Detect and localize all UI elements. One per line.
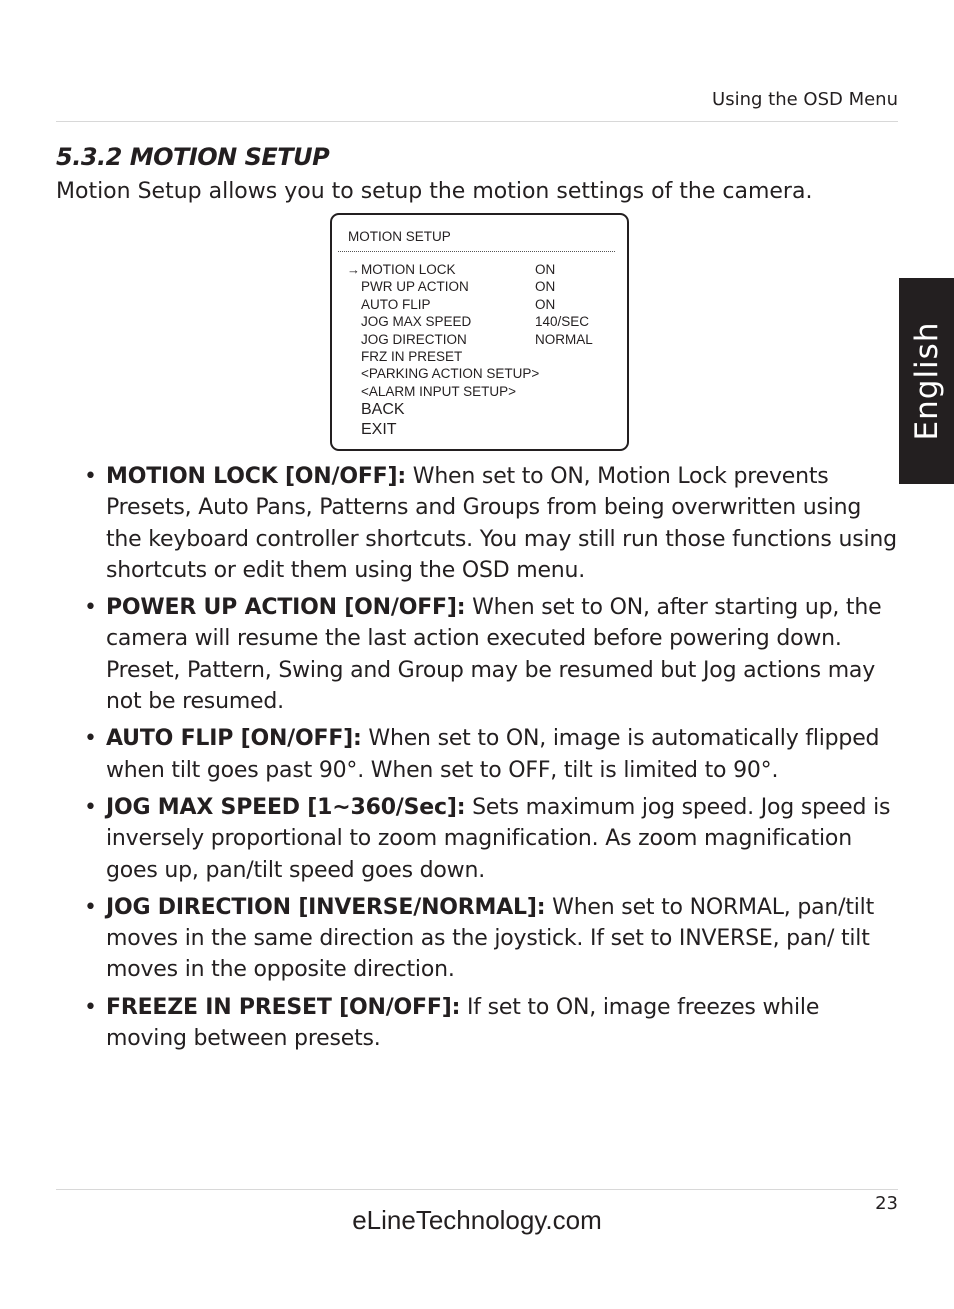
osd-row-back bbox=[332, 400, 627, 420]
osd-row-label: EXIT bbox=[361, 420, 397, 438]
osd-row-label: <ALARM INPUT SETUP> bbox=[361, 383, 517, 399]
setting-term: FREEZE IN PRESET [ON/OFF]: bbox=[106, 994, 461, 1020]
osd-row bbox=[332, 296, 627, 313]
osd-row-label: PWR UP ACTION bbox=[361, 279, 469, 295]
section-heading: 5.3.2 MOTION SETUP bbox=[56, 143, 330, 171]
osd-menu-separator bbox=[338, 251, 615, 252]
language-tab bbox=[899, 278, 954, 484]
osd-row-label: BACK bbox=[361, 401, 405, 419]
list-item bbox=[84, 592, 898, 717]
list-item bbox=[84, 992, 898, 1055]
setting-descriptions bbox=[84, 461, 898, 1060]
osd-menu-rows bbox=[332, 261, 627, 439]
bullet-icon: • bbox=[84, 595, 97, 621]
osd-row-label: FRZ IN PRESET bbox=[361, 348, 463, 364]
setting-term: AUTO FLIP [ON/OFF]: bbox=[106, 726, 362, 752]
osd-row bbox=[332, 383, 627, 400]
osd-row-label: <PARKING ACTION SETUP> bbox=[361, 366, 540, 382]
header-rule bbox=[56, 121, 898, 122]
bullet-icon: • bbox=[84, 994, 97, 1020]
setting-description: Sets maximum jog speed. Jog speed is inversely proportional to zoom magnification. As zoom magnification goes up, pan/tilt speed goes down. bbox=[106, 794, 891, 883]
osd-row-value: NORMAL bbox=[535, 331, 593, 347]
osd-row-value: ON bbox=[535, 262, 556, 277]
footer-website: eLineTechnology.com bbox=[352, 1205, 602, 1235]
osd-row-label: JOG DIRECTION bbox=[361, 331, 467, 347]
bullet-icon: • bbox=[84, 726, 97, 752]
osd-row-value: 140/SEC bbox=[535, 314, 590, 330]
osd-row bbox=[332, 348, 627, 365]
arrow-right-icon: → bbox=[347, 262, 360, 277]
setting-description: If set to ON, image freezes while moving between presets. bbox=[106, 994, 820, 1052]
footer-rule bbox=[56, 1189, 898, 1190]
osd-row bbox=[332, 278, 627, 295]
list-item bbox=[84, 892, 898, 986]
page-number: 23 bbox=[875, 1193, 898, 1214]
osd-menu-screen bbox=[330, 213, 629, 451]
setting-description: When set to ON, image is automatically flipped when tilt goes past 90°. When set to OFF, tilt is limited to 90°. bbox=[106, 726, 880, 783]
list-item bbox=[84, 792, 898, 886]
setting-description: When set to ON, Motion Lock prevents Presets, Auto Pans, Patterns and Groups from being overwritten using the keyboard controller shortcuts. You may still run those functions using shortcuts or edit them using the OSD menu. bbox=[106, 464, 897, 583]
osd-row-value: ON bbox=[535, 279, 556, 295]
setting-description: When set to ON, after starting up, the camera will resume the last action executed before powering down. Preset, Pattern, Swing and Group may be resumed but Jog actions may not be resumed. bbox=[106, 595, 882, 715]
list-item bbox=[84, 723, 898, 786]
osd-row-label: JOG MAX SPEED bbox=[361, 314, 472, 330]
osd-menu-title: MOTION SETUP bbox=[348, 229, 451, 244]
osd-row-exit bbox=[332, 420, 627, 440]
running-head: Using the OSD Menu bbox=[712, 89, 898, 110]
osd-row-value: ON bbox=[535, 296, 556, 312]
bullet-icon: • bbox=[84, 894, 97, 920]
setting-term: POWER UP ACTION [ON/OFF]: bbox=[106, 595, 466, 621]
setting-term: JOG DIRECTION [INVERSE/NORMAL]: bbox=[106, 894, 546, 920]
setting-term: JOG MAX SPEED [1~360/Sec]: bbox=[106, 794, 466, 820]
osd-row-label: AUTO FLIP bbox=[361, 296, 431, 312]
osd-row bbox=[332, 365, 627, 382]
osd-row-label: MOTION LOCK bbox=[361, 262, 456, 277]
language-tab-label: English bbox=[908, 321, 945, 441]
osd-row bbox=[332, 331, 627, 348]
bullet-icon: • bbox=[84, 464, 97, 489]
osd-row bbox=[332, 261, 627, 278]
osd-row bbox=[332, 313, 627, 330]
list-item bbox=[84, 461, 898, 586]
setting-description: When set to NORMAL, pan/tilt moves in the same direction as the joystick. If set to INVERSE, pan/ tilt moves in the opposite direction. bbox=[106, 894, 875, 983]
section-intro: Motion Setup allows you to setup the motion settings of the camera. bbox=[56, 179, 813, 204]
bullet-icon: • bbox=[84, 794, 97, 820]
setting-term: MOTION LOCK [ON/OFF]: bbox=[106, 464, 406, 489]
